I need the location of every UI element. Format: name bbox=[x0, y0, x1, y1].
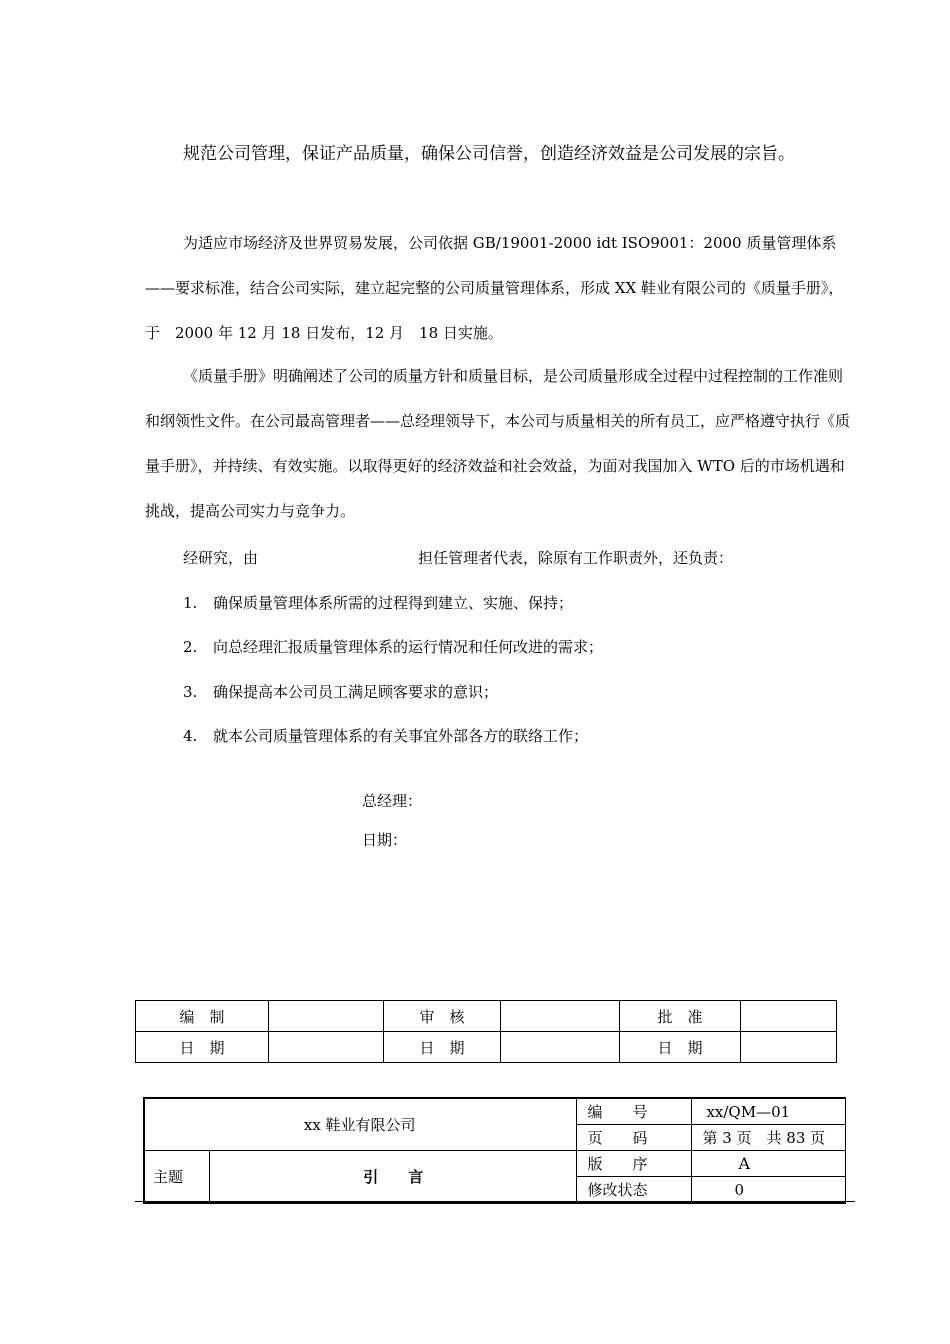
intro-paragraph-3: 《质量手册》明确阐述了公司的质量方针和质量目标，是公司质量形成全过程中过程控制的工作准则和纲领性文件。在公司最高管理者——总经理领导下，本公司与质量相关的所有员工，应严格遵守执行《质量手册》，并持续、有效实施。以取得更好的经济效益和社会效益，为面对我国加入 WTO 后的市场机遇和挑战，提高公司实力与竞争力。 bbox=[145, 367, 851, 520]
review-value[interactable] bbox=[501, 1001, 620, 1032]
footer-left-rule bbox=[143, 1097, 145, 1204]
subject-label: 主题 bbox=[143, 1151, 210, 1204]
company-name: xx 鞋业有限公司 bbox=[143, 1098, 577, 1151]
code-value: xx/QM—01 bbox=[692, 1098, 846, 1125]
duty-item-3: 3. 确保提高本公司员工满足顾客要求的意识； bbox=[183, 683, 499, 701]
approve-date-label: 日 期 bbox=[620, 1032, 741, 1063]
page-value: 第 3 页 共 83 页 bbox=[692, 1125, 846, 1151]
compile-label: 编 制 bbox=[136, 1001, 269, 1032]
approval-table bbox=[135, 1000, 837, 1063]
review-date-value[interactable] bbox=[501, 1032, 620, 1063]
approve-label: 批 准 bbox=[620, 1001, 741, 1032]
duty-item-2: 2. 向总经理汇报质量管理体系的运行情况和任何改进的需求； bbox=[183, 638, 604, 656]
revision-label: 修改状态 bbox=[577, 1177, 692, 1204]
assignment-line: 经研究，由 担任管理者代表，除原有工作职责外，还负责： bbox=[183, 549, 734, 567]
page-label: 页 码 bbox=[577, 1125, 692, 1151]
signature-date: 日期： bbox=[362, 831, 408, 849]
compile-date-value[interactable] bbox=[269, 1032, 384, 1063]
footer-bottom-rule bbox=[135, 1201, 855, 1202]
code-label: 编 号 bbox=[577, 1098, 692, 1125]
approve-value[interactable] bbox=[741, 1001, 837, 1032]
review-date-label: 日 期 bbox=[384, 1032, 501, 1063]
document-footer-table bbox=[143, 1097, 846, 1204]
duty-item-1: 1. 确保质量管理体系所需的过程得到建立、实施、保持； bbox=[183, 594, 574, 612]
duty-item-4: 4. 就本公司质量管理体系的有关事宜外部各方的联络工作； bbox=[183, 727, 589, 745]
compile-value[interactable] bbox=[269, 1001, 384, 1032]
intro-paragraph-2: 为适应市场经济及世界贸易发展，公司依据 GB/19001-2000 idt ISO9001：2000 质量管理体系——要求标准，结合公司实际，建立起完整的公司质量管理体系，形成 XX 鞋业有限公司的《质量手册》，于 2000 年 12 月 18 日发布，12 月 18 日实施。 bbox=[145, 234, 844, 342]
general-manager-signature: 总经理： bbox=[362, 792, 423, 810]
edition-value: A bbox=[692, 1151, 846, 1177]
edition-label: 版 序 bbox=[577, 1151, 692, 1177]
review-label: 审 核 bbox=[384, 1001, 501, 1032]
subject-title: 引 言 bbox=[210, 1151, 577, 1204]
approve-date-value[interactable] bbox=[741, 1032, 837, 1063]
revision-value: 0 bbox=[692, 1177, 846, 1204]
compile-date-label: 日 期 bbox=[136, 1032, 269, 1063]
intro-paragraph-1: 规范公司管理，保证产品质量，确保公司信誉，创造经济效益是公司发展的宗旨。 bbox=[183, 144, 795, 164]
